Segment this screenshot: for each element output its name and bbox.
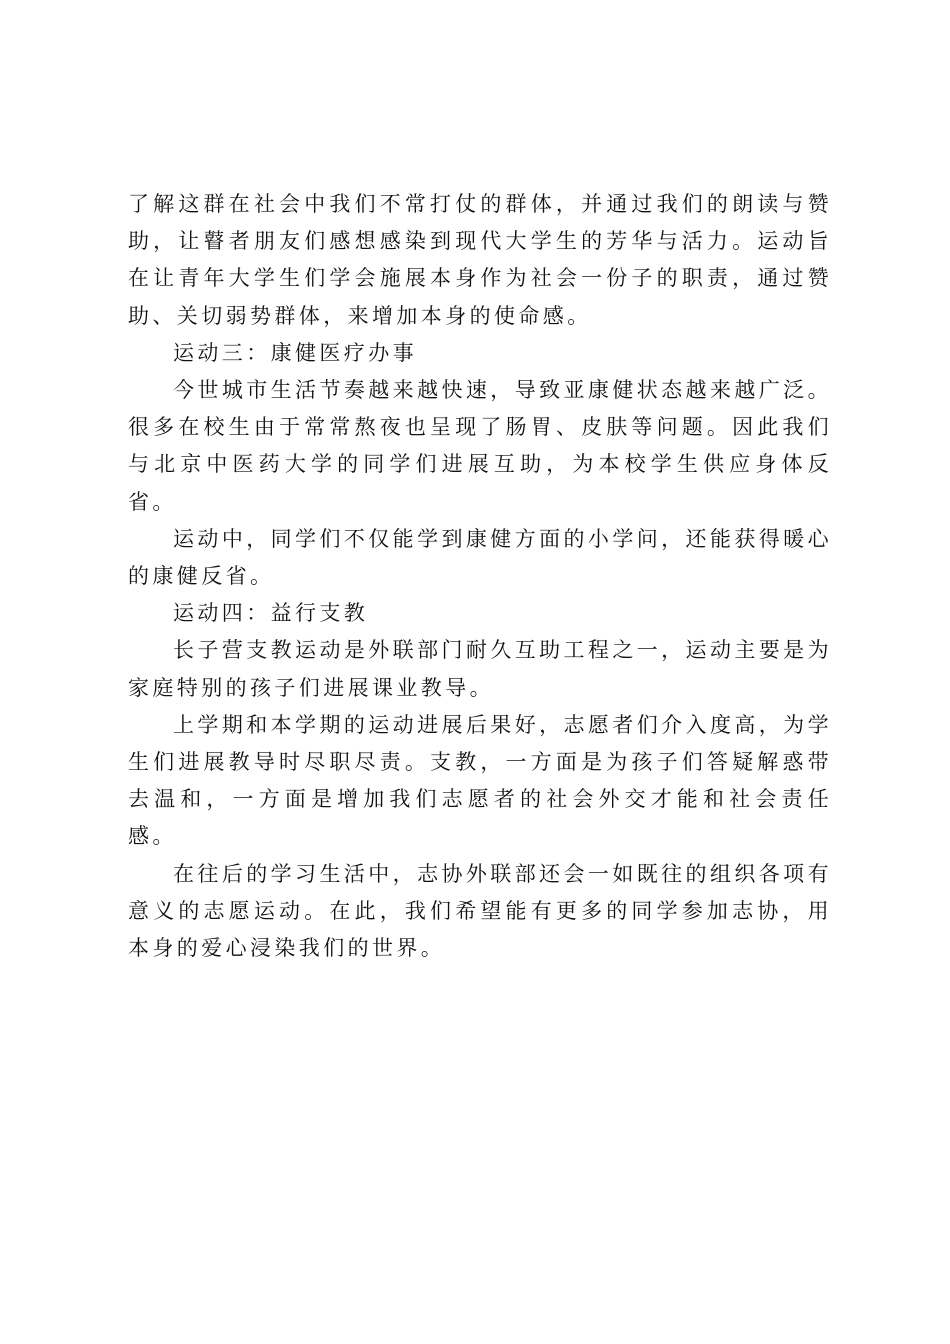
paragraph-teaching-intro: 长子营支教运动是外联部门耐久互助工程之一，运动主要是为家庭特别的孩子们进展课业教导。 <box>128 638 832 700</box>
paragraph-conclusion: 在往后的学习生活中，志协外联部还会一如既往的组织各项有意义的志愿运动。在此，我们希望能有更多的同学参加志协，用本身的爱心浸染我们的世界。 <box>128 861 832 961</box>
document-body <box>128 186 832 967</box>
paragraph-teaching-results: 上学期和本学期的运动进展后果好，志愿者们介入度高，为学生们进展教导时尽职尽责。支教，一方面是为孩子们答疑解惑带去温和，一方面是增加我们志愿者的社会外交才能和社会责任感。 <box>128 712 832 849</box>
heading-activity-three: 运动三：康健医疗办事 <box>173 340 417 365</box>
paragraph-health-background: 今世城市生活节奏越来越快速，导致亚康健状态越来越广泛。很多在校生由于常常熬夜也呈现了肠胃、皮肤等问题。因此我们与北京中医药大学的同学们进展互助，为本校学生供应身体反省。 <box>128 378 832 514</box>
paragraph-health-benefit: 运动中，同学们不仅能学到康健方面的小学问，还能获得暖心的康健反省。 <box>128 526 832 589</box>
heading-activity-four: 运动四：益行支教 <box>173 601 369 626</box>
paragraph-intro-continuation: 了解这群在社会中我们不常打仗的群体，并通过我们的朗读与赞助，让瞽者朋友们感想感染到现代大学生的芳华与活力。运动旨在让青年大学生们学会施展本身作为社会一份子的职责，通过赞助、关切弱势群体，来增加本身的使命感。 <box>128 192 832 328</box>
